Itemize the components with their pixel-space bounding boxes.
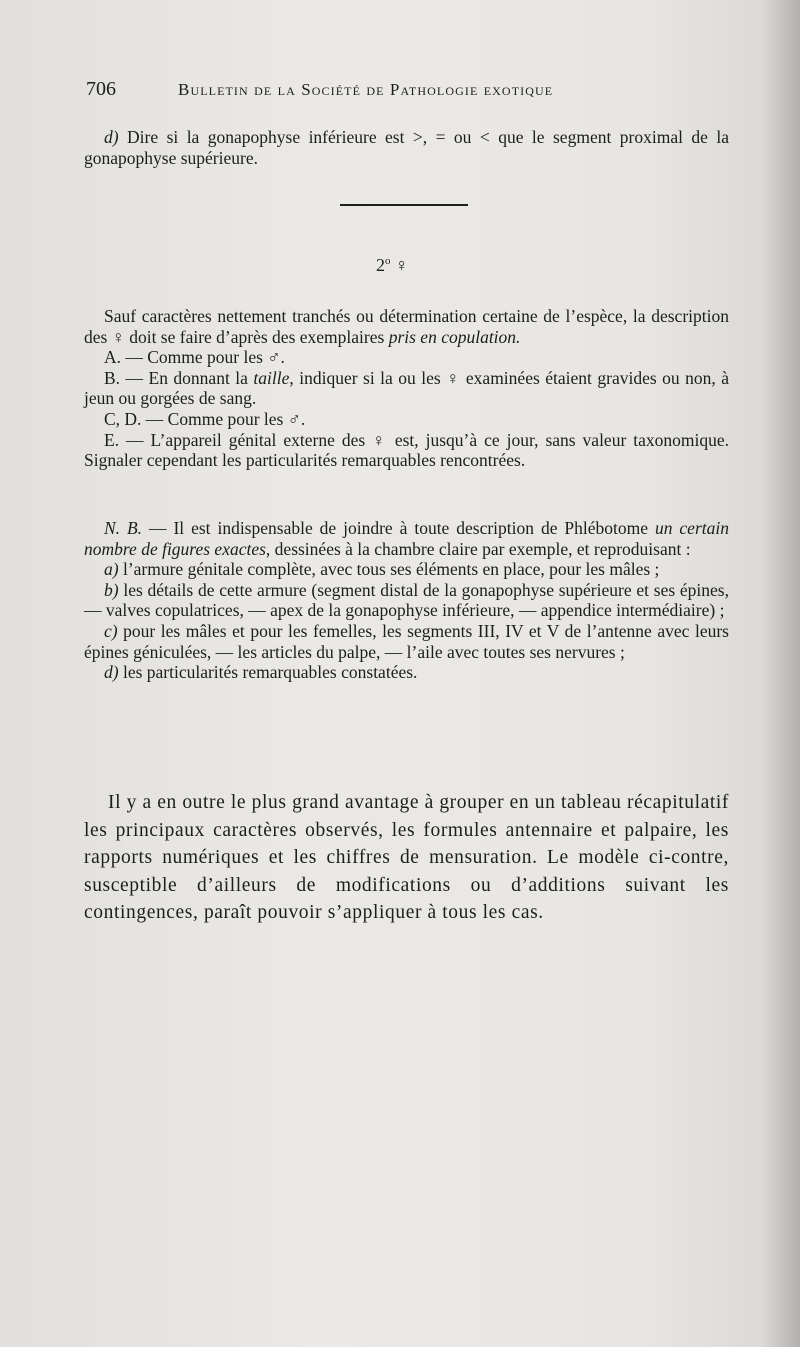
intro-italic: pris en copulation.: [388, 326, 521, 347]
item-text: Dire si la gonapophyse inférieure est >, = ou < que le segment proximal de la gonapophyse supérieure.: [84, 127, 729, 168]
nb-item-d-text: les particularités remarquables constatées.: [118, 662, 418, 683]
nb-item-b-label: b): [104, 579, 119, 600]
running-header: [86, 78, 746, 108]
section-heading: [376, 255, 409, 276]
nb-label: N. B.: [104, 518, 143, 538]
item-a: A. — Comme pour les ♂.: [104, 347, 285, 368]
nb-text-italic: un certain nombre de figures exactes: [84, 518, 729, 559]
page-number: 706: [86, 78, 116, 100]
item-b-italic: taille: [253, 367, 290, 388]
nb-paragraph: [84, 518, 729, 559]
item-e: E. — L’appareil génital externe des ♀ est, jusqu’à ce jour, sans valeur taxonomique. Signaler cependant les particularités remarquables rencontrées.: [84, 429, 729, 471]
closing-text: Il y a en outre le plus grand avantage à grouper en un tableau récapitulatif les principaux caractères observés, les formules antennaire et palpaire, les rapports numériques et les chiffres de mensuration. Le modèle ci-contre, susceptible d’ailleurs de modifications ou d’additions suivant les contingences, paraît pouvoir s’appliquer à tous les cas.: [84, 792, 729, 923]
section-divider: [340, 204, 468, 206]
nb-item-c-text: pour les mâles et pour les femelles, les segments III, IV et V de l’antenne avec leurs épines géniculées, — les articles du palpe, — l’aile avec toutes ses nervures ;: [84, 620, 729, 662]
intro-paragraph: [84, 306, 729, 347]
nb-text-pre: — Il est indispensable de joindre à toute description de Phlébotome: [142, 518, 655, 538]
nb-item-a-text: l’armure génitale complète, avec tous ses éléments en place, pour les mâles ;: [118, 559, 660, 580]
nb-item-b-text: les détails de cette armure (segment distal de la gonapophyse supérieure et ses épines, — valves copulatrices, — apex de la gonapophyse inférieure, — appendice intermédiaire) ;: [84, 579, 729, 621]
nb-item-d-label: d): [104, 662, 119, 683]
nb-item-a-label: a): [104, 559, 119, 580]
running-title: Bulletin de la Société de Pathologie exotique: [178, 80, 554, 99]
nb-text-post: , dessinées à la chambre claire par exemple, et reproduisant :: [265, 538, 691, 559]
nb-item-c-label: c): [104, 620, 118, 641]
item-label: d): [104, 127, 119, 147]
section-superscript: o: [385, 255, 391, 267]
intro-text: Sauf caractères nettement tranchés ou détermination certaine de l’espèce, la description des ♀ doit se faire d’après des exemplaires: [84, 306, 729, 347]
item-b: [84, 368, 729, 409]
female-symbol: ♀: [395, 255, 409, 275]
nb-item-b: [84, 580, 729, 621]
gonapophyse-paragraph: [84, 127, 729, 168]
nb-item-a: [84, 559, 729, 580]
closing-paragraph: [84, 789, 729, 927]
page-edge-shadow: [762, 0, 800, 1347]
nb-item-c: [84, 621, 729, 662]
item-b-pre: B. — En donnant la: [104, 367, 254, 388]
section-number: 2: [376, 255, 385, 275]
item-b-post: , indiquer si la ou les ♀ examinées étaient gravides ou non, à jeun ou gorgées de sang.: [84, 367, 729, 409]
nota-bene-block: [84, 518, 729, 683]
item-cd: C, D. — Comme pour les ♂.: [104, 408, 306, 429]
nb-item-d: [84, 662, 729, 683]
female-description-block: [84, 306, 729, 471]
